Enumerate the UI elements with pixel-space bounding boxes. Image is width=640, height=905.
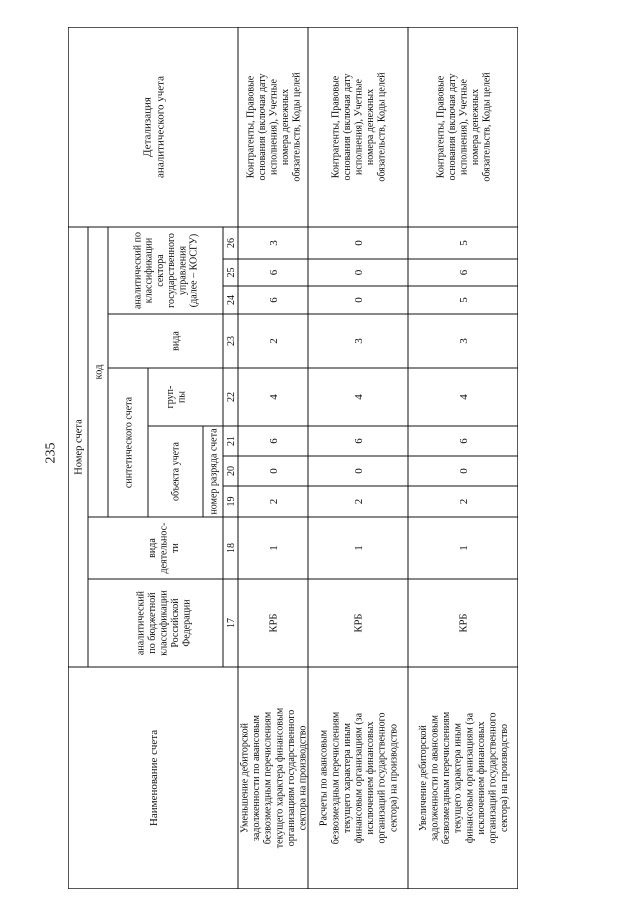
digit-label: 20 — [226, 466, 237, 476]
row-value: 0 — [457, 468, 470, 474]
row-value: 3 — [352, 338, 365, 344]
table-body — [68, 27, 518, 889]
row-value: 5 — [457, 240, 470, 246]
row-value: 0 — [267, 468, 280, 474]
digit-label: 22 — [226, 392, 237, 402]
digit-label: 26 — [226, 238, 237, 248]
digit-label: 25 — [226, 267, 237, 278]
row-account-name: Увеличение дебиторскойзадолженности по авансовымбезвозмездным перечислениямтекущего характера инымфинансовым организациям (заисключением финансовыхорганизаций государственногосектора) на производство — [417, 711, 511, 845]
row-value: 6 — [267, 438, 280, 444]
header-synthetic-account: синтетического счета — [123, 396, 135, 489]
row-analytics-detail: Контрагенты, Правовыеоснования (включая датуисполнения), Учетныеномера денежныхобязательств, Коды целей — [435, 72, 493, 182]
accounts-table-svg — [68, 27, 518, 889]
header-analytics-detail: Детализацияаналитического учета — [141, 76, 167, 178]
row-value: 5 — [457, 297, 470, 303]
row-value: 0 — [352, 269, 365, 276]
row-value: 6 — [267, 297, 280, 303]
row-value: 1 — [267, 545, 280, 551]
digit-label: 17 — [226, 618, 237, 628]
row-value: 0 — [352, 240, 365, 246]
row-value: 6 — [267, 269, 280, 276]
row-value: 2 — [267, 338, 280, 344]
page-number — [40, 433, 62, 473]
row-value: 2 — [352, 498, 365, 505]
row-value: 3 — [267, 240, 280, 246]
digit-label: 23 — [226, 336, 237, 346]
row-analytics-detail: Контрагенты, Правовыеоснования (включая датуисполнения), Учетныеномера денежныхобязательств, Коды целей — [330, 72, 388, 182]
row-value: 6 — [457, 438, 470, 444]
header-budget-classification: аналитическийпо бюджетнойклассификацииРоссийскойФедерации — [135, 590, 193, 656]
row-value: 4 — [267, 394, 280, 400]
row-value: 6 — [352, 438, 365, 444]
row-value: 0 — [352, 297, 365, 303]
row-account-name: Расчеты по авансовымбезвозмездным перечислениямтекущего характера инымфинансовым организациям (заисключением финансовыхорганизаций государственногосектора) на производство — [318, 711, 400, 845]
row-value: 2 — [267, 498, 280, 505]
header-code: код — [93, 364, 105, 380]
row-analytics-detail: Контрагенты, Правовыеоснования (включая датуисполнения), Учетныеномера денежныхобязательств, Коды целей — [245, 72, 303, 182]
header-analytical-kosgu: аналитический поклассификациисекторагосударственногоуправления(далее – КОСГУ) — [132, 232, 200, 309]
row-value: КРБ — [353, 613, 365, 633]
row-value: КРБ — [268, 613, 280, 633]
header-account-number: Номер счета — [73, 419, 85, 475]
header-digit-number: номер разряда счета — [208, 428, 220, 515]
header-account-name: Наименование счета — [147, 729, 160, 827]
accounts-table — [68, 27, 518, 889]
digit-label: 21 — [226, 436, 237, 446]
row-value: КРБ — [458, 613, 470, 633]
header-group: груп-пы — [164, 385, 188, 409]
row-value: 4 — [457, 394, 470, 400]
row-value: 4 — [352, 394, 365, 400]
page-number-text: 235 — [43, 442, 58, 464]
header-kind: вида — [170, 331, 182, 351]
row-value: 1 — [457, 545, 470, 551]
digit-label: 19 — [226, 496, 237, 507]
digit-label: 18 — [226, 543, 237, 553]
header-activity-type: видадеятельнос-ти — [147, 522, 181, 574]
row-value: 0 — [352, 468, 365, 474]
row-value: 2 — [457, 498, 470, 505]
row-value: 3 — [457, 338, 470, 344]
row-value: 6 — [457, 269, 470, 276]
row-account-name: Уменьшение дебиторскойзадолженности по авансовымбезвозмездным перечислениямтекущего характера финансовыморганизациям государственногосектора на производство — [239, 707, 309, 849]
digit-label: 24 — [226, 295, 237, 305]
row-value: 1 — [352, 545, 365, 551]
header-account-object: объекта учета — [170, 441, 182, 502]
